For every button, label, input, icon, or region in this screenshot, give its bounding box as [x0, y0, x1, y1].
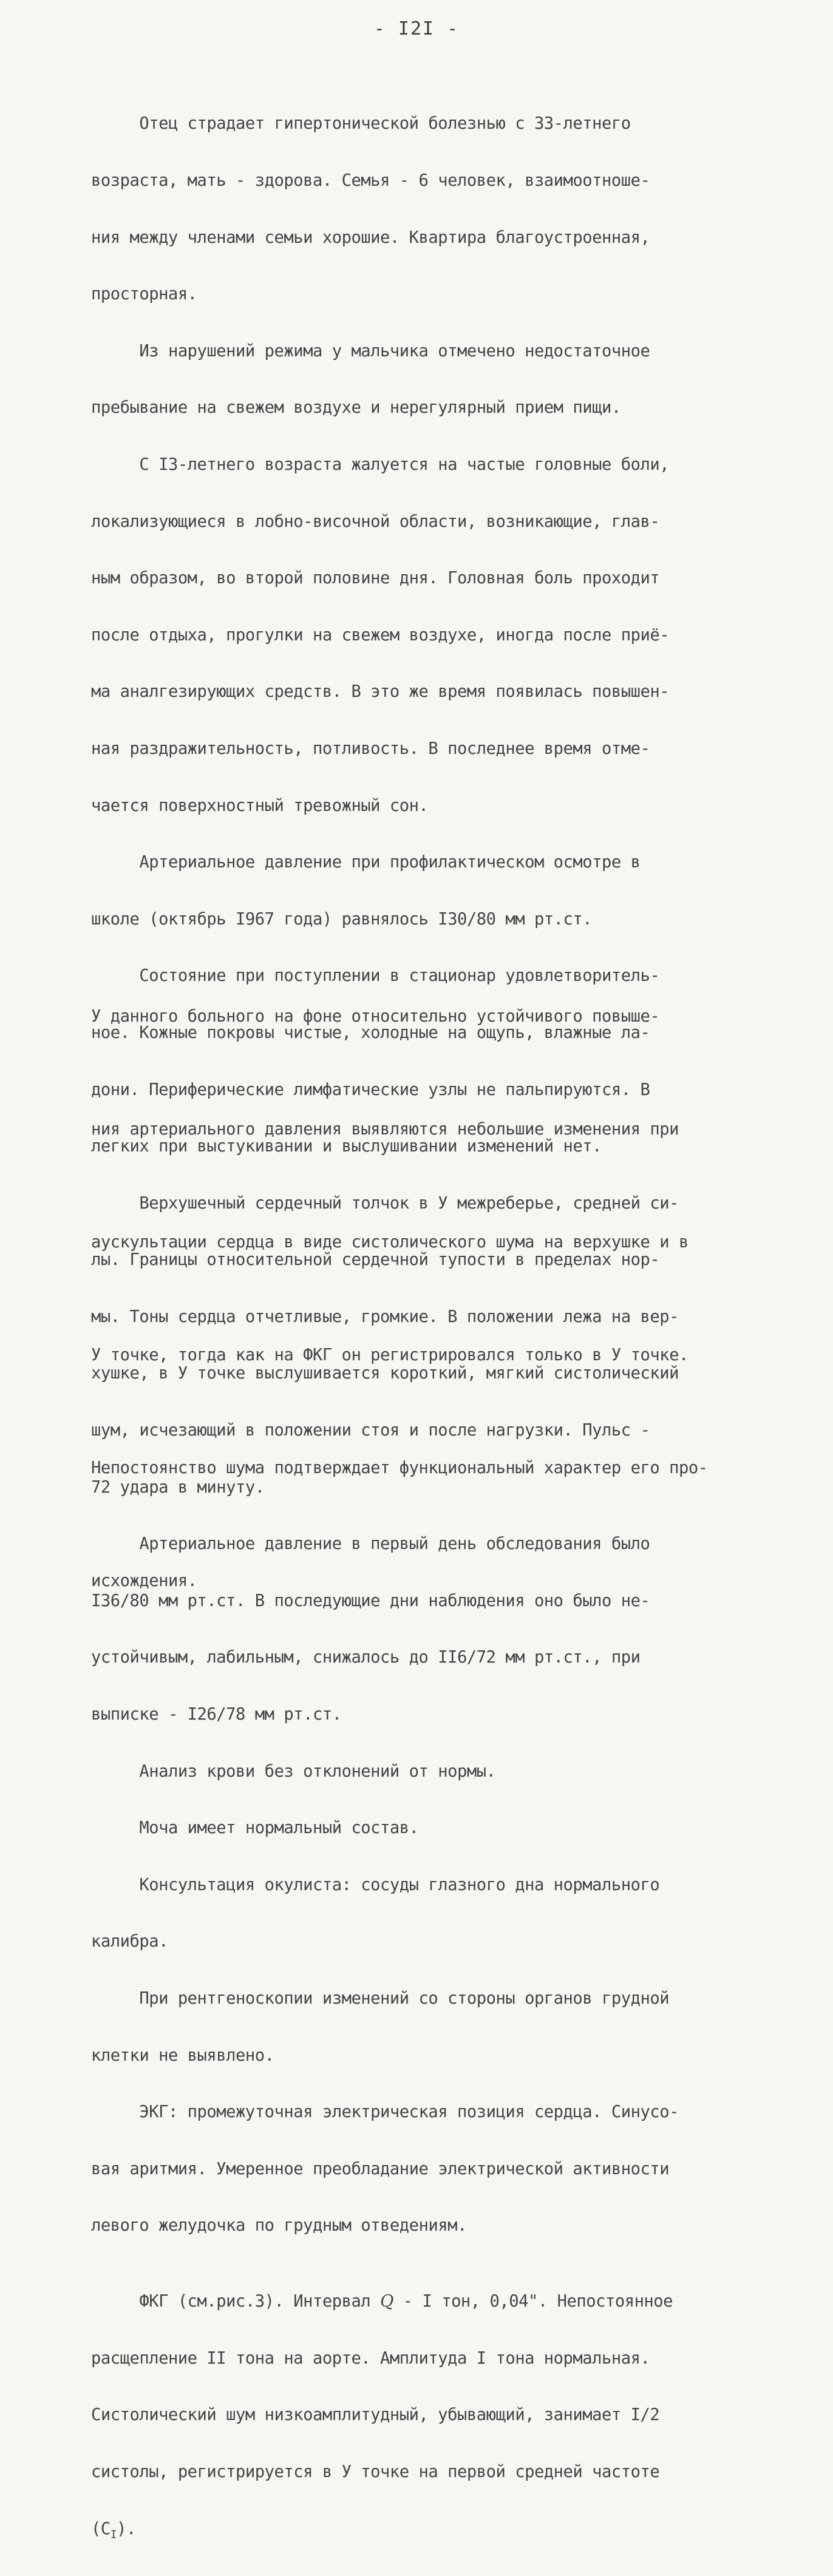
text-line: Артериальное давление в первый день обследования было [91, 1534, 650, 1554]
fkg-text: ). [117, 2519, 136, 2538]
text-line: Моча имеет нормальный состав. [91, 1818, 419, 1838]
text-line: ным образом, во второй половине дня. Головная боль проходит [91, 569, 660, 588]
text-line: Отец страдает гипертонической болезнью с 33-летнего [91, 114, 631, 134]
conclusion-line: У точке, тогда как на ФКГ он регистрировался только в У точке. [91, 1346, 688, 1364]
text-line: мы. Тоны сердца отчетливые, громкие. В положении лежа на вер- [91, 1307, 679, 1326]
text-line: клетки не выявлено. [91, 2046, 274, 2065]
text-line: шум, исчезающий в положении стоя и после нагрузки. Пульс - [91, 1421, 650, 1440]
text-line: вая аритмия. Умеренное преобладание электрической активности [91, 2159, 670, 2178]
fkg-line: систолы, регистрируется в У точке на первой средней частоте [91, 2462, 660, 2481]
text-line: I36/80 мм рт.ст. В последующие дни наблюдения оно было не- [91, 1591, 650, 1610]
fkg-text: (C [91, 2519, 110, 2538]
text-line: Верхушечный сердечный толчок в У межреберье, средней си- [91, 1193, 679, 1213]
fkg-line: Систолический шум низкоамплитудный, убывающий, занимает I/2 [91, 2405, 660, 2425]
text-line: ное. Кожные покровы чистые, холодные на ощупь, влажные ла- [91, 1023, 650, 1042]
text-line: При рентгеноскопии изменений со стороны органов грудной [91, 1989, 670, 2008]
text-line: хушке, в У точке выслушивается короткий, мягкий систолический [91, 1364, 679, 1383]
subscript-index: I [110, 2527, 117, 2541]
text-line: школе (октябрь I967 года) равнялось I30/80 мм рт.ст. [91, 909, 593, 929]
text-line: лы. Границы относительной сердечной тупости в пределах нор- [91, 1250, 660, 1270]
conclusion-line: ния артериального давления выявляются небольшие изменения при [91, 1120, 679, 1139]
text-line: после отдыха, прогулки на свежем воздухе, иногда после приё- [91, 625, 670, 645]
text-line: Консультация окулиста: сосуды глазного дна нормального [91, 1875, 660, 1894]
text-line: калибра. [91, 1932, 168, 1951]
text-line: легких при выстукивании и выслушивании изменений нет. [91, 1137, 602, 1156]
conclusion-line: исхождения. [91, 1571, 197, 1590]
conclusion-line: У данного больного на фоне относительно устойчивого повыше- [91, 1007, 660, 1026]
conclusion-block [91, 923, 783, 1675]
text-line: Анализ крови без отклонений от нормы. [91, 1761, 496, 1781]
text-line: Артериальное давление при профилактическом осмотре в [91, 853, 641, 872]
text-line: выписке - I26/78 мм рт.ст. [91, 1705, 342, 1724]
text-line: локализующиеся в лобно-височной области, возникающие, глав- [91, 512, 660, 531]
text-line: пребывание на свежем воздухе и нерегулярный прием пищи. [91, 398, 621, 418]
fkg-text: - I тон, 0,04". Непостоянное [393, 2292, 673, 2311]
fkg-line [91, 2519, 783, 2541]
text-line: левого желудочка по грудным отведениям. [91, 2216, 467, 2235]
text-line: дони. Периферические лимфатические узлы не пальпируются. В [91, 1080, 650, 1099]
text-line: чается поверхностный тревожный сон. [91, 796, 429, 815]
text-line: ма аналгезирующих средств. В это же время появилась повышен- [91, 682, 670, 702]
text-line: ная раздражительность, потливость. В последнее время отме- [91, 739, 650, 758]
text-line: ния между членами семьи хорошие. Квартира благоустроенная, [91, 228, 650, 247]
handwritten-q-letter: Q [380, 2292, 393, 2311]
text-line: устойчивым, лабильным, снижалось до II6/72 мм рт.ст., при [91, 1648, 641, 1667]
text-line: ЭКГ: промежуточная электрическая позиция сердца. Синусо- [91, 2103, 679, 2122]
text-line: Состояние при поступлении в стационар удовлетворитель- [91, 966, 660, 986]
conclusion-line: Непостоянство шума подтверждает функциональный характер его про- [91, 1459, 708, 1477]
fkg-text: ФКГ (см.рис.3). Интервал [91, 2292, 381, 2311]
text-line: Из нарушений режима у мальчика отмечено недостаточное [91, 341, 650, 361]
conclusion-line: аускультации сердца в виде систолического шума на верхушке и в [91, 1233, 688, 1252]
text-line: С I3-летнего возраста жалуется на частые головные боли, [91, 455, 670, 474]
fkg-line [91, 2292, 783, 2311]
text-line: 72 удара в минуту. [91, 1477, 265, 1497]
text-line: просторная. [91, 285, 197, 304]
fkg-line: расщепление II тона на аорте. Амплитуда I тона нормальная. [91, 2348, 650, 2368]
page-number: - I2I - [373, 18, 460, 39]
text-line: возраста, мать - здорова. Семья - 6 человек, взаимоотноше- [91, 171, 650, 190]
